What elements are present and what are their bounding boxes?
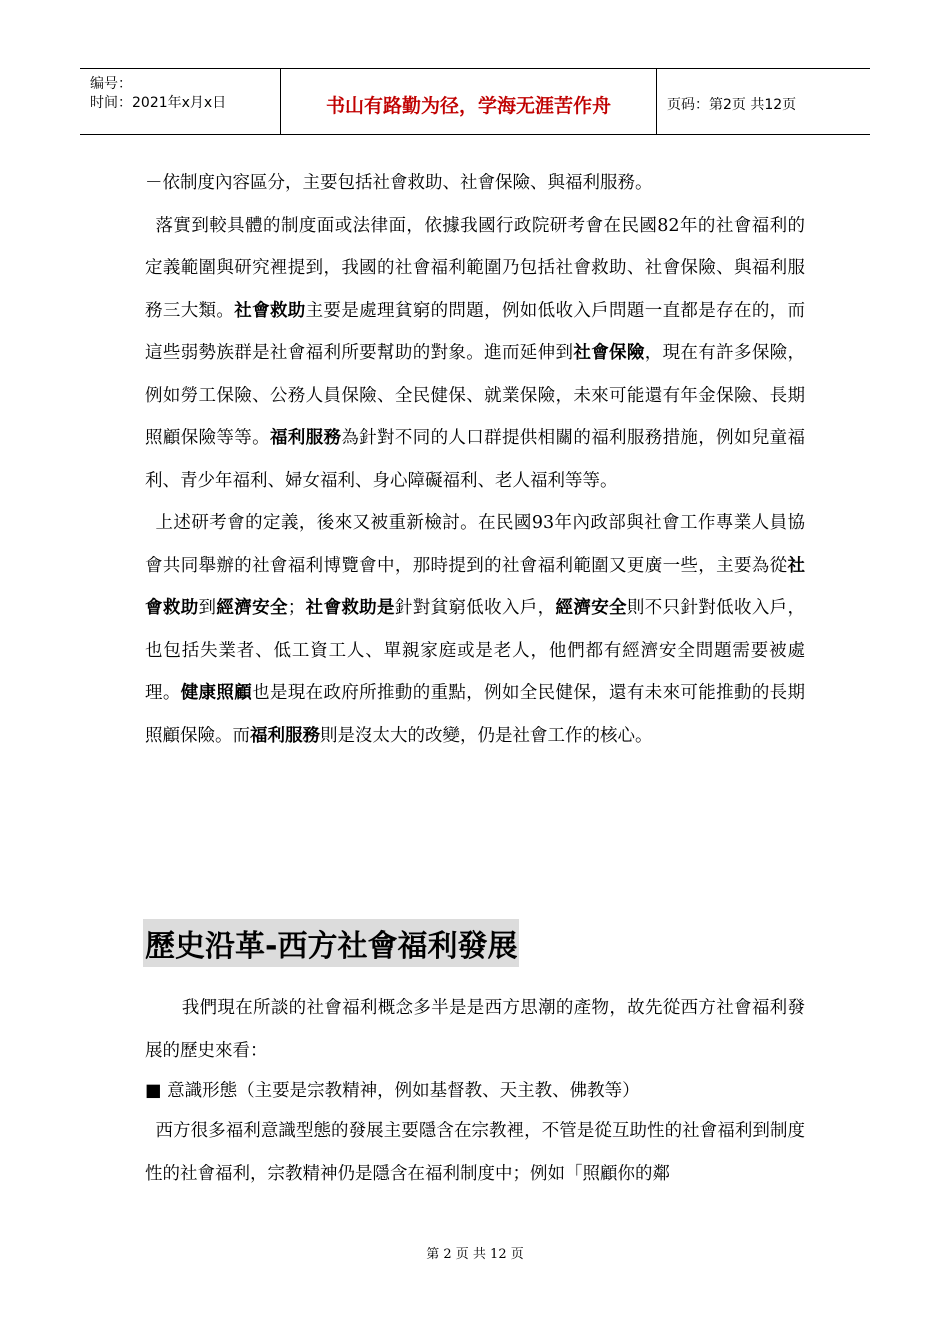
bullet-item xyxy=(145,1072,805,1110)
header-page-info: 页码：第2页 共12页 xyxy=(667,97,797,113)
paragraph-3-text: ； xyxy=(287,598,306,618)
term-health-care: 健康照顧 xyxy=(180,683,253,703)
term-social-assistance: 社會救助 xyxy=(145,555,805,618)
paragraph-3-text: 上述研考會的定義，後來又被重新檢討。在民國93年內政部與社會工作專業人員協會共同舉辦的社會福利博覽會中，那時提到的社會福利範圍又更廣一些，主要為從 xyxy=(145,513,805,576)
document-number-label: 编号： xyxy=(90,76,132,92)
paragraph-3-text: 也是現在政府所推動的重點，例如全民健保，還有未來可能推動的長期照顧保險。而 xyxy=(145,683,806,746)
header-table xyxy=(80,68,870,135)
paragraph-2-text: 為針對不同的人口群提供相關的福利服務措施，例如兒童福利、青少年福利、婦女福利、身心障礙福利、老人福利等等。 xyxy=(145,428,806,491)
header-motto-cell xyxy=(281,69,657,134)
paragraph-2-text: 主要是處理貧窮的問題，例如低收入戶問題一直都是存在的，而這些弱勢族群是社會福利所要幫助的對象。進而延伸到 xyxy=(145,300,806,363)
term-welfare-services: 福利服務 xyxy=(269,428,342,448)
paragraph-3-text: 則是沒太大的改變，仍是社會工作的核心。 xyxy=(320,725,653,746)
paragraph-3-text: 則不只針對低收入戶，也包括失業者、低工資工人、單親家庭或是老人，他們都有經濟安全問題需要被處理。 xyxy=(145,598,806,703)
page-footer: 第 2 页 共 12 页 xyxy=(426,1247,524,1262)
paragraph-3-text: 針對貧窮低收入戶， xyxy=(394,598,556,618)
header-motto: 书山有路勤为径，学海无涯苦作舟 xyxy=(325,95,611,117)
section-heading: 歷史沿革-西方社會福利發展 xyxy=(143,919,519,967)
paragraph-3 xyxy=(145,502,805,757)
section-content xyxy=(145,987,805,1195)
term-welfare-services: 福利服務 xyxy=(250,725,320,746)
header-page-cell xyxy=(657,69,870,134)
term-social-assistance: 社會救助是 xyxy=(305,598,395,618)
paragraph-2-text: ，現在有許多保險，例如勞工保險、公務人員保險、全民健保、就業保險，未來可能還有年金保險、長期照顧保險等等。 xyxy=(145,343,806,448)
paragraph-1: －依制度內容區分，主要包括社會救助、社會保險、與福利服務。 xyxy=(145,173,653,193)
term-economic-security: 經濟安全 xyxy=(216,598,288,618)
paragraph-5: 西方很多福利意識型態的發展主要隱含在宗教裡，不管是從互助性的社會福利到制度性的社會福利，宗教精神仍是隱含在福利制度中；例如「照顧你的鄰 xyxy=(145,1121,805,1184)
paragraph-3-text: 到 xyxy=(198,598,217,618)
bullet-item-text: 意識形態（主要是宗教精神，例如基督教、天主教、佛教等） xyxy=(161,1081,640,1101)
body-content xyxy=(145,162,805,757)
term-economic-security: 經濟安全 xyxy=(555,598,627,618)
square-bullet-icon: ■ xyxy=(145,1081,162,1101)
paragraph-2-text: 落實到較具體的制度面或法律面，依據我國行政院研考會在民國82年的社會福利的定義範圍與研究裡提到，我國的社會福利範圍乃包括社會救助、社會保險、與福利服務三大類。 xyxy=(145,215,805,321)
header-meta-cell xyxy=(80,69,281,134)
paragraph-4: 我們現在所談的社會福利概念多半是是西方思潮的產物，故先從西方社會福利發展的歷史來看： xyxy=(145,998,805,1061)
document-date-label: 时间：2021年x月x日 xyxy=(90,95,227,111)
term-social-assistance: 社會救助 xyxy=(234,300,306,321)
term-social-insurance: 社會保險 xyxy=(573,343,645,363)
paragraph-2 xyxy=(145,205,805,503)
